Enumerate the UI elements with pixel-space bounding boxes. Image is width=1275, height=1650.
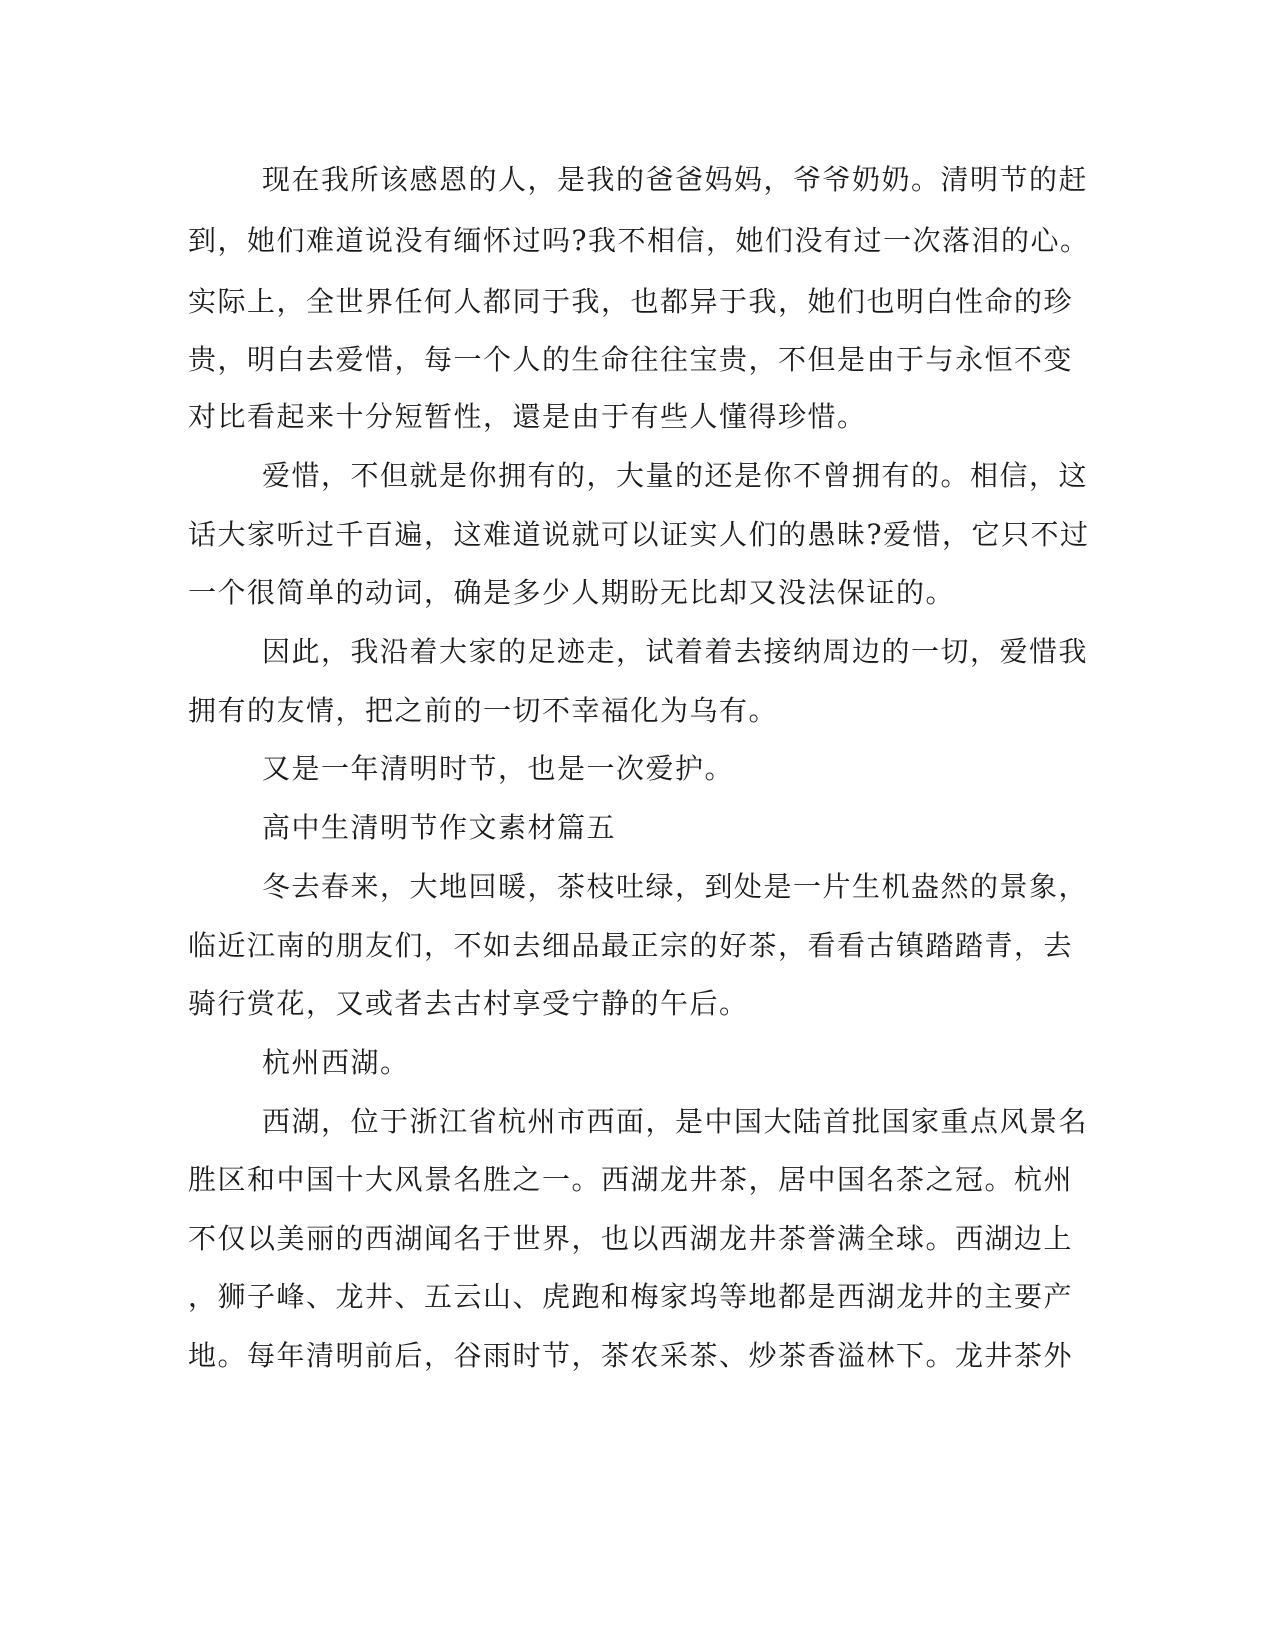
- text-line: 现在我所该感恩的人，是我的爸爸妈妈，爷爷奶奶。清明节的赶: [262, 163, 1089, 196]
- text-line: 实际上，全世界任何人都同于我，也都异于我，她们也明白性命的珍: [188, 285, 1074, 318]
- text-line: 临近江南的朋友们，不如去细品最正宗的好茶，看看古镇踏踏青，去: [188, 929, 1074, 962]
- text-line: 到，她们难道说没有缅怀过吗?我不相信，她们没有过一次落泪的心。: [188, 224, 1090, 257]
- text-line: 贵，明白去爱惜，每一个人的生命往往宝贵，不但是由于与永恒不变: [188, 343, 1074, 376]
- section-heading: 高中生清明节作文素材篇五: [262, 811, 617, 844]
- text-line: 对比看起来十分短暂性，還是由于有些人懂得珍惜。: [188, 400, 867, 433]
- text-line: 因此，我沿着大家的足迹走，试着着去接纳周边的一切，爱惜我: [262, 635, 1089, 668]
- text-line: 地。每年清明前后，谷雨时节，茶农采茶、炒茶香溢林下。龙井茶外: [188, 1339, 1074, 1372]
- text-line: 又是一年清明时节，也是一次爱护。: [262, 752, 735, 785]
- text-line: 冬去春来，大地回暖，茶枝吐绿，到处是一片生机盎然的景象，: [262, 870, 1089, 903]
- text-line: 话大家听过千百遍，这难道说就可以证实人们的愚昧?爱惜，它只不过: [188, 518, 1090, 551]
- text-line: ，狮子峰、龙井、五云山、虎跑和梅家坞等地都是西湖龙井的主要产: [188, 1280, 1074, 1313]
- text-line: 一个很简单的动词，确是多少人期盼无比却又没法保证的。: [188, 576, 956, 609]
- text-line: 骑行赏花，又或者去古村享受宁静的午后。: [188, 987, 749, 1020]
- text-line: 拥有的友情，把之前的一切不幸福化为乌有。: [188, 694, 779, 727]
- text-line: 西湖，位于浙江省杭州市西面，是中国大陆首批国家重点风景名: [262, 1105, 1089, 1138]
- text-line: 爱惜，不但就是你拥有的，大量的还是你不曾拥有的。相信，这: [262, 459, 1089, 492]
- text-line: 杭州西湖。: [262, 1046, 410, 1079]
- text-line: 不仅以美丽的西湖闻名于世界，也以西湖龙井茶誉满全球。西湖边上: [188, 1222, 1074, 1255]
- text-line: 胜区和中国十大风景名胜之一。西湖龙井茶，居中国名茶之冠。杭州: [188, 1163, 1074, 1196]
